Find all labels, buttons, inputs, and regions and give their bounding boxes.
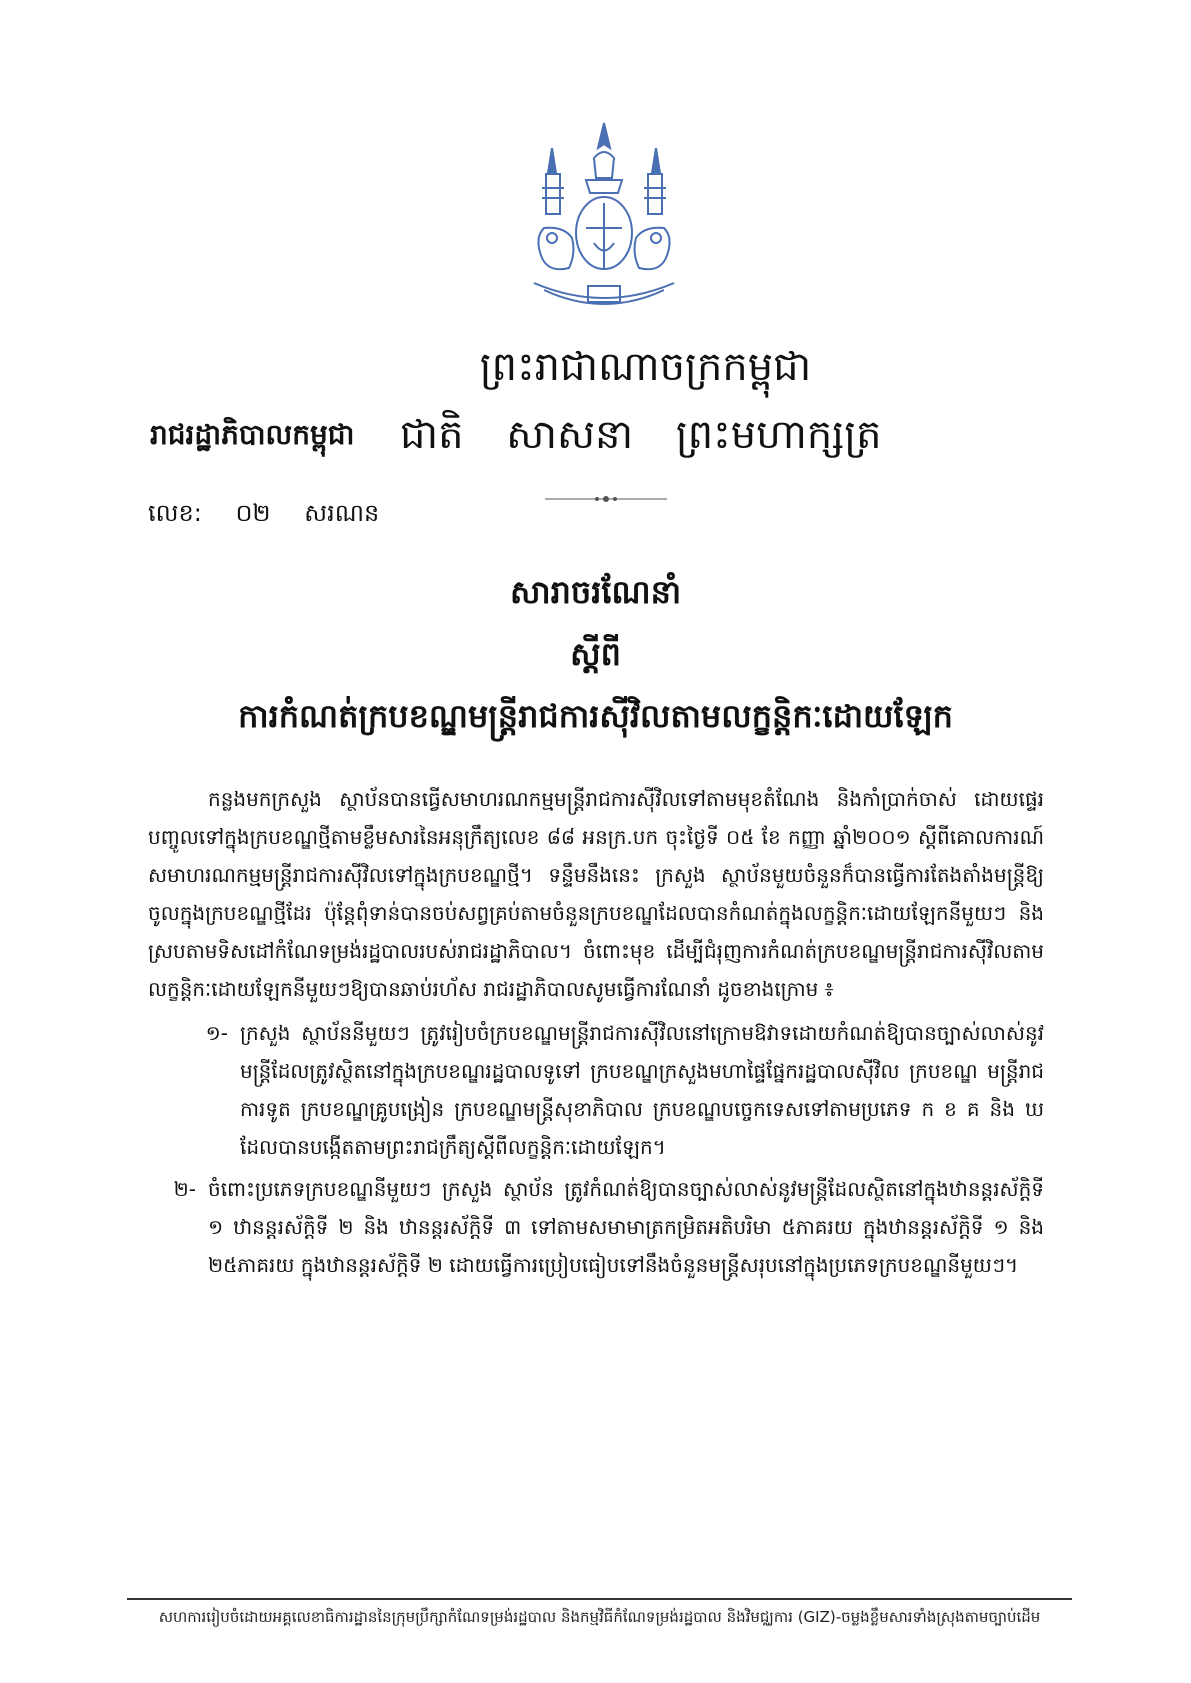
ornament-divider — [545, 492, 667, 506]
document-subject-title: ការកំណត់ក្របខណ្ឌមន្ត្រីរាជការស៊ីវិលតាមលក្ខន្តិកៈដោយឡែក — [238, 697, 953, 735]
list-item — [148, 1014, 1044, 1166]
intro-paragraph: កន្លងមកក្រសួង ស្ថាប័នបានធ្វើសមាហរណកម្មមន្ត្រីរាជការស៊ីវិលទៅតាមមុខតំណែង និងកាំប្រាក់ចាស់ ដោយផ្ទេរបញ្ចូលទៅក្នុងក្របខណ្ឌថ្មីតាមខ្លឹមសារនៃអនុក្រឹត្យលេខ ៨៨ អនក្រ.បក ចុះថ្ងៃទី ០៥ ខែ កញ្ញា ឆ្នាំ២០០១ ស្តីពីគោលការណ៍សមាហរណកម្មមន្ត្រីរាជការស៊ីវិលទៅក្នុងក្របខណ្ឌថ្មី។ ទន្ទឹមនឹងនេះ ក្រសួង ស្ថាប័នមួយចំនួនក៏បានធ្វើការតែងតាំងមន្ត្រីឱ្យចូលក្នុងក្របខណ្ឌថ្មីដែរ ប៉ុន្តែពុំទាន់បានចប់សព្វគ្រប់តាមចំនួនក្របខណ្ឌដែលបានកំណត់ក្នុងលក្ខន្តិកៈដោយឡែកនីមួយៗ និងស្របតាមទិសដៅកំណែទម្រង់រដ្ឋបាលរបស់រាជរដ្ឋាភិបាល។ ចំពោះមុខ ដើម្បីជំរុញការកំណត់ក្របខណ្ឌមន្ត្រីរាជការស៊ីវិលតាមលក្ខន្តិកៈដោយឡែកនីមួយៗឱ្យបានឆាប់រហ័ស រាជរដ្ឋាភិបាលសូមធ្វើការណែនាំ ដូចខាងក្រោម ៖ — [148, 787, 1044, 1001]
document-body — [148, 780, 1044, 1288]
royal-coat-of-arms — [514, 118, 694, 318]
national-motto: ជាតិ សាសនា ព្រះមហាក្សត្រ — [400, 412, 882, 458]
government-name: រាជរដ្ឋាភិបាលកម្ពុជា — [150, 418, 355, 451]
footer-divider — [127, 1598, 1072, 1600]
kingdom-title: ព្រះរាជាណាចក្រកម្ពុជា — [479, 344, 812, 390]
number-suffix: សរណន — [304, 499, 380, 527]
list-item — [148, 1170, 1044, 1284]
list-item-text: ក្រសួង ស្ថាប័ននីមួយៗ ត្រូវរៀបចំក្របខណ្ឌមន្ត្រីរាជការស៊ីវិលនៅក្រោមឱវាទដោយកំណត់ឱ្យបានច្បាស់លាស់នូវមន្ត្រីដែលត្រូវស្ថិតនៅក្នុងក្របខណ្ឌរដ្ឋបាលទូទៅ ក្របខណ្ឌក្រសួងមហាផ្ទៃផ្នែករដ្ឋបាលស៊ីវិល ក្របខណ្ឌ មន្ត្រីរាជការទូត ក្របខណ្ឌគ្រូបង្រៀន ក្របខណ្ឌមន្ត្រីសុខាភិបាល ក្របខណ្ឌបច្ចេកទេសទៅតាមប្រភេទ ក ខ គ និង ឃ ដែលបានបង្កើតតាមព្រះរាជក្រឹត្យស្តីពីលក្ខន្តិកៈដោយឡែក។ — [240, 1021, 1044, 1159]
number-value: ០២ — [235, 499, 271, 527]
list-item-number: ១- — [205, 1021, 228, 1045]
document-number — [148, 495, 405, 531]
number-label: លេខ: — [148, 499, 202, 527]
title-subject-label: ស្តីពី — [570, 635, 621, 673]
document-type-title: សារាចរណែនាំ — [509, 573, 682, 611]
footer-note: សហការរៀបចំដោយអគ្គលេខាធិការដ្ឋាននៃក្រុមប្រឹក្សាកំណែទម្រង់រដ្ឋបាល និងកម្មវិធីកំណែទម្រង់រដ្ឋបាល និងវិមជ្ឈការ (GIZ)-ចម្លងខ្លឹមសារទាំងស្រុងតាមច្បាប់ដើម — [158, 1608, 1041, 1626]
list-item-text: ចំពោះប្រភេទក្របខណ្ឌនីមួយៗ ក្រសួង ស្ថាប័ន ត្រូវកំណត់ឱ្យបានច្បាស់លាស់នូវមន្ត្រីដែលស្ថិតនៅក្នុងឋានន្តរស័ក្តិទី ១ ឋានន្តរស័ក្តិទី ២ និង ឋានន្តរស័ក្តិទី ៣ ទៅតាមសមាមាត្រកម្រិតអតិបរិមា ៥ភាគរយ ក្នុងឋានន្តរស័ក្តិទី ១ និង ២៥ភាគរយ ក្នុងឋានន្តរស័ក្តិទី ២ ដោយធ្វើការប្រៀបធៀបទៅនឹងចំនួនមន្ត្រីសរុបនៅក្នុងប្រភេទក្របខណ្ឌនីមួយៗ។ — [208, 1177, 1044, 1277]
list-item-number: ២- — [173, 1177, 196, 1201]
